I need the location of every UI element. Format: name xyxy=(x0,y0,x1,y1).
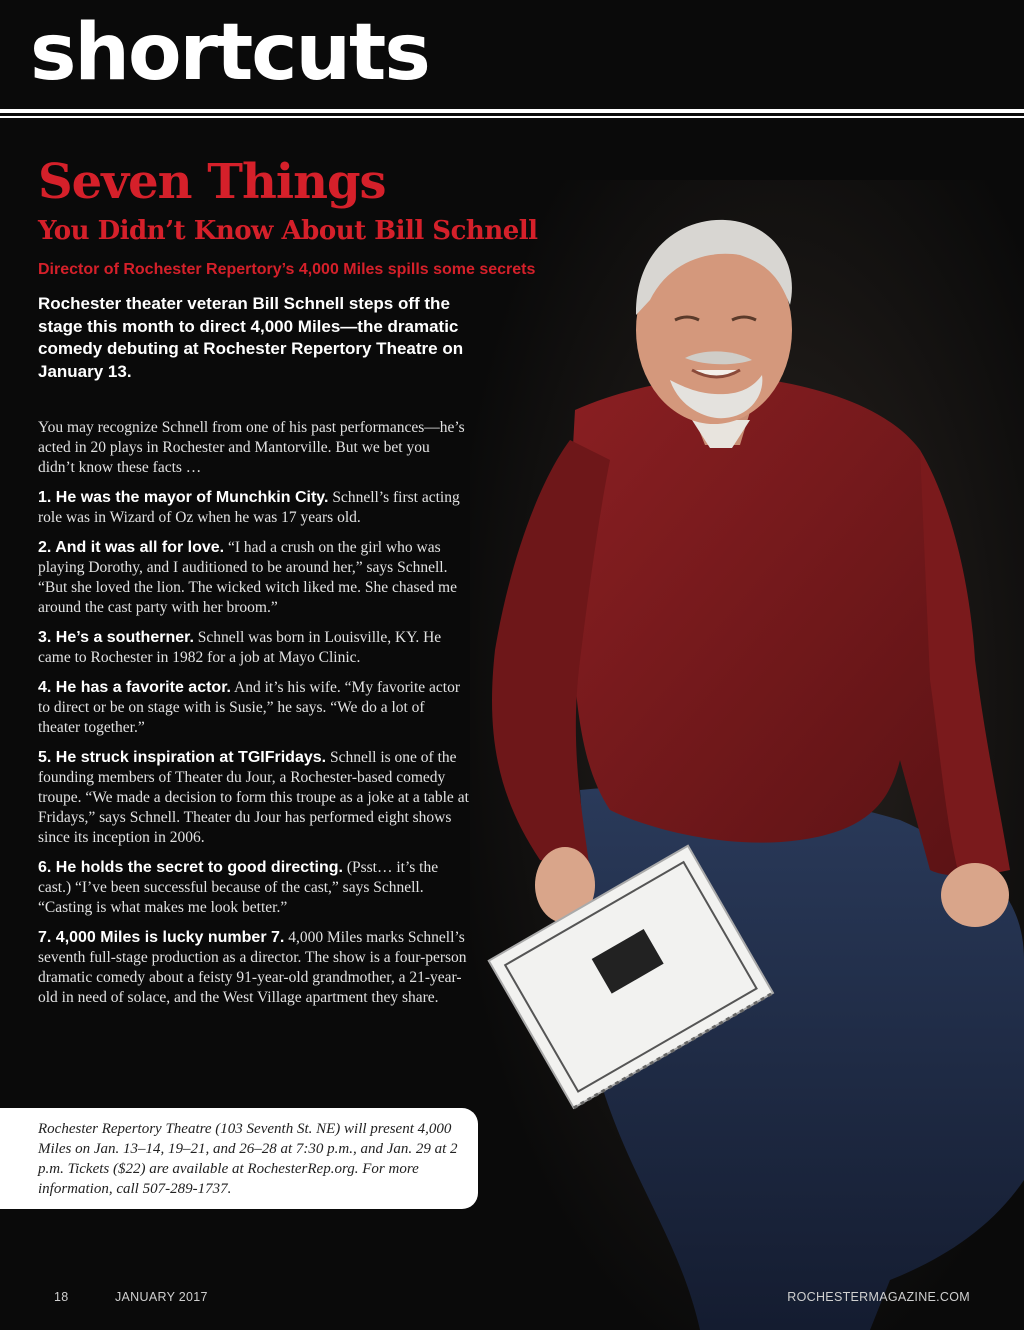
article-deck: Director of Rochester Repertory’s 4,000 Miles spills some secrets xyxy=(38,261,536,278)
fact-item xyxy=(38,628,470,668)
header-rule-thin xyxy=(0,116,1024,118)
fact-lead: 1. He was the mayor of Munchkin City. xyxy=(38,489,329,506)
section-title: shortcuts xyxy=(30,8,429,98)
event-info-text: Rochester Repertory Theatre (103 Seventh St. NE) will present 4,000 Miles on Jan. 13–14, 19–21, and 26–28 at 7:30 p.m., and Jan. 29 at 2 p.m. Tickets ($22) are available at RochesterRep.org. For more information, call 507-289-1737. xyxy=(38,1121,458,1197)
header-rule-thick xyxy=(0,109,1024,113)
fact-lead: 7. 4,000 Miles is lucky number 7. xyxy=(38,929,285,946)
article-intro: Rochester theater veteran Bill Schnell steps off the stage this month to direct 4,000 Miles—the dramatic comedy debuting at Rochester Repertory Theatre on January 13. xyxy=(38,294,464,381)
fact-text: Schnell’s first acting role was in Wizard of Oz when he was 17 years old. xyxy=(38,489,460,526)
fact-lead: 2. And it was all for love. xyxy=(38,539,225,556)
fact-text: “I had a crush on the girl who was playing Dorothy, and I auditioned to be around her,” says Schnell. “But she loved the lion. The wicked witch liked me. She chased me around the cast party with her broom.” xyxy=(38,539,457,616)
fact-text: 4,000 Miles marks Schnell’s seventh full-stage production as a director. The show is a four-person dramatic comedy about a feisty 91-year-old grandmother, a 21-year-old in need of solace, and the West Village apartment they share. xyxy=(38,929,467,1006)
fact-lead: 4. He has a favorite actor. xyxy=(38,679,231,696)
page-number: 18 xyxy=(54,1290,69,1304)
article-body xyxy=(38,418,470,1018)
fact-item xyxy=(38,678,470,738)
fact-item xyxy=(38,538,470,618)
fact-lead: 3. He’s a southerner. xyxy=(38,629,194,646)
article-lede: You may recognize Schnell from one of his past performances—he’s acted in 20 plays in Rochester and Mantorville. But we bet you didn’t know these facts … xyxy=(38,419,465,476)
fact-text: (Psst… it’s the cast.) “I’ve been successful because of the cast,” says Schnell. “Casting is what makes me look better.” xyxy=(38,859,439,916)
fact-item xyxy=(38,928,470,1008)
issue-date: JANUARY 2017 xyxy=(115,1290,208,1304)
fact-lead: 5. He struck inspiration at TGIFridays. xyxy=(38,749,327,766)
portrait-photo xyxy=(470,180,1024,1330)
article-headline: Seven Things xyxy=(38,154,386,210)
fact-text: And it’s his wife. “My favorite actor to direct or be on stage with is Susie,” he says. “We do a lot of theater together.” xyxy=(38,679,460,736)
article-subheadline: You Didn’t Know About Bill Schnell xyxy=(38,216,538,246)
fact-lead: 6. He holds the secret to good directing. xyxy=(38,859,343,876)
fact-item xyxy=(38,858,470,918)
fact-item xyxy=(38,488,470,528)
fact-text: Schnell was born in Louisville, KY. He came to Rochester in 1982 for a job at Mayo Clinic. xyxy=(38,629,442,666)
fact-item xyxy=(38,748,470,848)
website-footer: ROCHESTERMAGAZINE.COM xyxy=(787,1290,970,1304)
fact-text: Schnell is one of the founding members of Theater du Jour, a Rochester-based comedy troupe. “We made a decision to form this troupe as a joke at a table at Fridays,” says Schnell. Theater du Jour has performed eight shows since its inception in 2006. xyxy=(38,749,469,846)
event-info-box xyxy=(0,1108,478,1209)
